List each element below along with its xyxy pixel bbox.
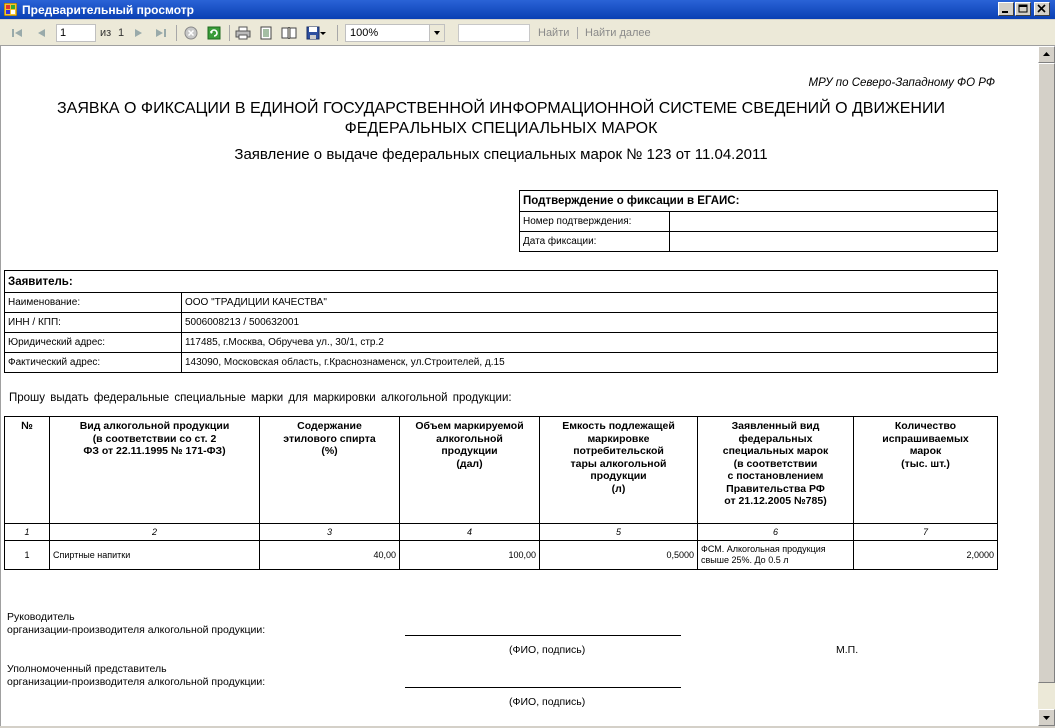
close-icon	[1035, 3, 1049, 15]
signature-role-2	[7, 663, 265, 689]
save-icon	[306, 26, 320, 40]
last-page-icon	[154, 26, 168, 40]
egais-title: Подтверждение о фиксации в ЕГАИС:	[520, 191, 998, 212]
column-header: Заявленный вид федеральных специальных марок (в соответствии с постановлением Правительства РФ от 21.12.2005 №785)	[698, 417, 854, 524]
of-label: из	[100, 27, 112, 39]
signature-role-2-line1: Уполномоченный представитель	[7, 663, 167, 675]
signature-line	[405, 687, 681, 688]
window-title: Предварительный просмотр	[22, 3, 194, 17]
applicant-title: Заявитель:	[5, 271, 998, 293]
chevron-down-icon	[430, 25, 444, 41]
signature-role-1-line1: Руководитель	[7, 611, 75, 623]
table-cell: 40,00	[260, 541, 400, 570]
toolbar-separator	[229, 25, 230, 41]
applicant-inn-value: 5006008213 / 500632001	[182, 313, 998, 333]
column-number: 2	[50, 524, 260, 541]
applicant-legal-address-label: Юридический адрес:	[5, 333, 182, 353]
scroll-down-button[interactable]	[1038, 709, 1055, 726]
column-number: 4	[400, 524, 540, 541]
column-number: 7	[854, 524, 998, 541]
page-number-input[interactable]	[56, 24, 96, 42]
page-layout-icon	[259, 26, 273, 40]
table-cell: 100,00	[400, 541, 540, 570]
minimize-icon	[999, 3, 1013, 15]
export-button[interactable]	[303, 24, 329, 42]
column-header: Объем маркируемой алкогольной продукции (дал)	[400, 417, 540, 524]
refresh-button[interactable]	[205, 24, 223, 42]
egais-confirmation-table	[519, 190, 998, 252]
applicant-inn-label: ИНН / КПП:	[5, 313, 182, 333]
report-heading: ЗАЯВКА О ФИКСАЦИИ В ЕДИНОЙ ГОСУДАРСТВЕННОЙ ИНФОРМАЦИОННОЙ СИСТЕМЕ СВЕДЕНИЙ О ДВИЖЕНИИ ФЕДЕРАЛЬНЫХ СПЕЦИАЛЬНЫХ МАРОК	[57, 100, 945, 137]
find-next-button[interactable]: Найти далее	[585, 27, 651, 39]
first-page-icon	[10, 26, 24, 40]
toolbar-separator	[577, 27, 578, 39]
request-text: Прошу выдать федеральные специальные марки для маркировки алкогольной продукции:	[9, 392, 512, 404]
column-numbering-row	[5, 524, 998, 541]
first-page-button[interactable]	[8, 24, 26, 42]
minimize-button[interactable]	[998, 2, 1014, 16]
applicant-table	[4, 270, 998, 373]
stop-icon	[184, 26, 198, 40]
page-setup-button[interactable]	[257, 24, 275, 42]
table-row	[5, 541, 998, 570]
stop-button[interactable]	[182, 24, 200, 42]
scroll-thumb[interactable]	[1038, 63, 1055, 683]
signature-role-1-line2: организации-производителя алкогольной продукции:	[7, 624, 266, 636]
column-header: Емкость подлежащей маркировке потребительской тары алкогольной продукции (л)	[540, 417, 698, 524]
signature-role-1	[7, 611, 265, 637]
close-button[interactable]	[1034, 2, 1050, 16]
table-cell: 1	[5, 541, 50, 570]
table-cell: Спиртные напитки	[50, 541, 260, 570]
stamp-label: М.П.	[836, 644, 859, 656]
applicant-name-label: Наименование:	[5, 293, 182, 313]
printer-icon	[235, 26, 251, 40]
signature-role-2-line2: организации-производителя алкогольной продукции:	[7, 676, 266, 688]
page-number-value: 1	[60, 27, 67, 39]
book-icon	[281, 26, 297, 40]
applicant-name-value: ООО "ТРАДИЦИИ КАЧЕСТВА"	[182, 293, 998, 313]
authority-label: МРУ по Северо-Западному ФО РФ	[808, 77, 995, 89]
egais-number-label: Номер подтверждения:	[520, 212, 670, 232]
zoom-value: 100%	[350, 27, 379, 39]
signature-caption: (ФИО, подпись)	[509, 696, 586, 708]
column-header: Содержание этилового спирта (%)	[260, 417, 400, 524]
signature-line	[405, 635, 681, 636]
report-viewport[interactable]	[0, 46, 1038, 726]
column-number: 1	[5, 524, 50, 541]
zoom-select[interactable]	[345, 24, 445, 42]
table-cell: ФСМ. Алкогольная продукция свыше 25%. До 0.5 л	[698, 541, 854, 570]
egais-date-value	[670, 232, 998, 252]
chevron-up-icon	[1039, 47, 1054, 62]
egais-date-label: Дата фиксации:	[520, 232, 670, 252]
column-number: 6	[698, 524, 854, 541]
table-cell: 2,0000	[854, 541, 998, 570]
app-icon	[4, 3, 17, 16]
column-number: 5	[540, 524, 698, 541]
column-number: 3	[260, 524, 400, 541]
preview-toolbar	[0, 20, 1055, 46]
window-titlebar	[0, 0, 1055, 19]
column-header: Вид алкогольной продукции (в соответствии со ст. 2 ФЗ от 22.11.1995 № 171-ФЗ)	[50, 417, 260, 524]
vertical-scrollbar[interactable]	[1038, 46, 1055, 726]
find-button[interactable]: Найти	[538, 27, 570, 39]
previous-page-icon	[34, 26, 48, 40]
egais-number-value	[670, 212, 998, 232]
print-button[interactable]	[234, 24, 252, 42]
refresh-icon	[207, 26, 221, 40]
table-cell: 0,5000	[540, 541, 698, 570]
last-page-button[interactable]	[152, 24, 170, 42]
find-input[interactable]	[458, 24, 530, 42]
applicant-actual-address-value: 143090, Московская область, г.Краснознаменск, ул.Строителей, д.15	[182, 353, 998, 373]
stamps-table	[4, 416, 998, 570]
statement-title: Заявление о выдаче федеральных специальных марок № 123 от 11.04.2011	[234, 146, 768, 163]
chevron-down-icon	[1039, 710, 1054, 725]
previous-page-button[interactable]	[32, 24, 50, 42]
zoom-dropdown-button[interactable]	[429, 25, 444, 41]
signature-caption: (ФИО, подпись)	[509, 644, 586, 656]
next-page-icon	[132, 26, 146, 40]
chevron-down-icon	[320, 26, 326, 40]
print-layout-button[interactable]	[280, 24, 298, 42]
applicant-legal-address-value: 117485, г.Москва, Обручева ул., 30/1, стр.2	[182, 333, 998, 353]
scroll-up-button[interactable]	[1038, 46, 1055, 63]
next-page-button[interactable]	[130, 24, 148, 42]
column-header: №	[5, 417, 50, 524]
maximize-icon	[1016, 3, 1030, 15]
toolbar-separator	[176, 25, 177, 41]
applicant-actual-address-label: Фактический адрес:	[5, 353, 182, 373]
toolbar-separator	[337, 25, 338, 41]
total-pages: 1	[118, 27, 125, 39]
maximize-button[interactable]	[1015, 2, 1031, 16]
column-header: Количество испрашиваемых марок (тыс. шт.)	[854, 417, 998, 524]
